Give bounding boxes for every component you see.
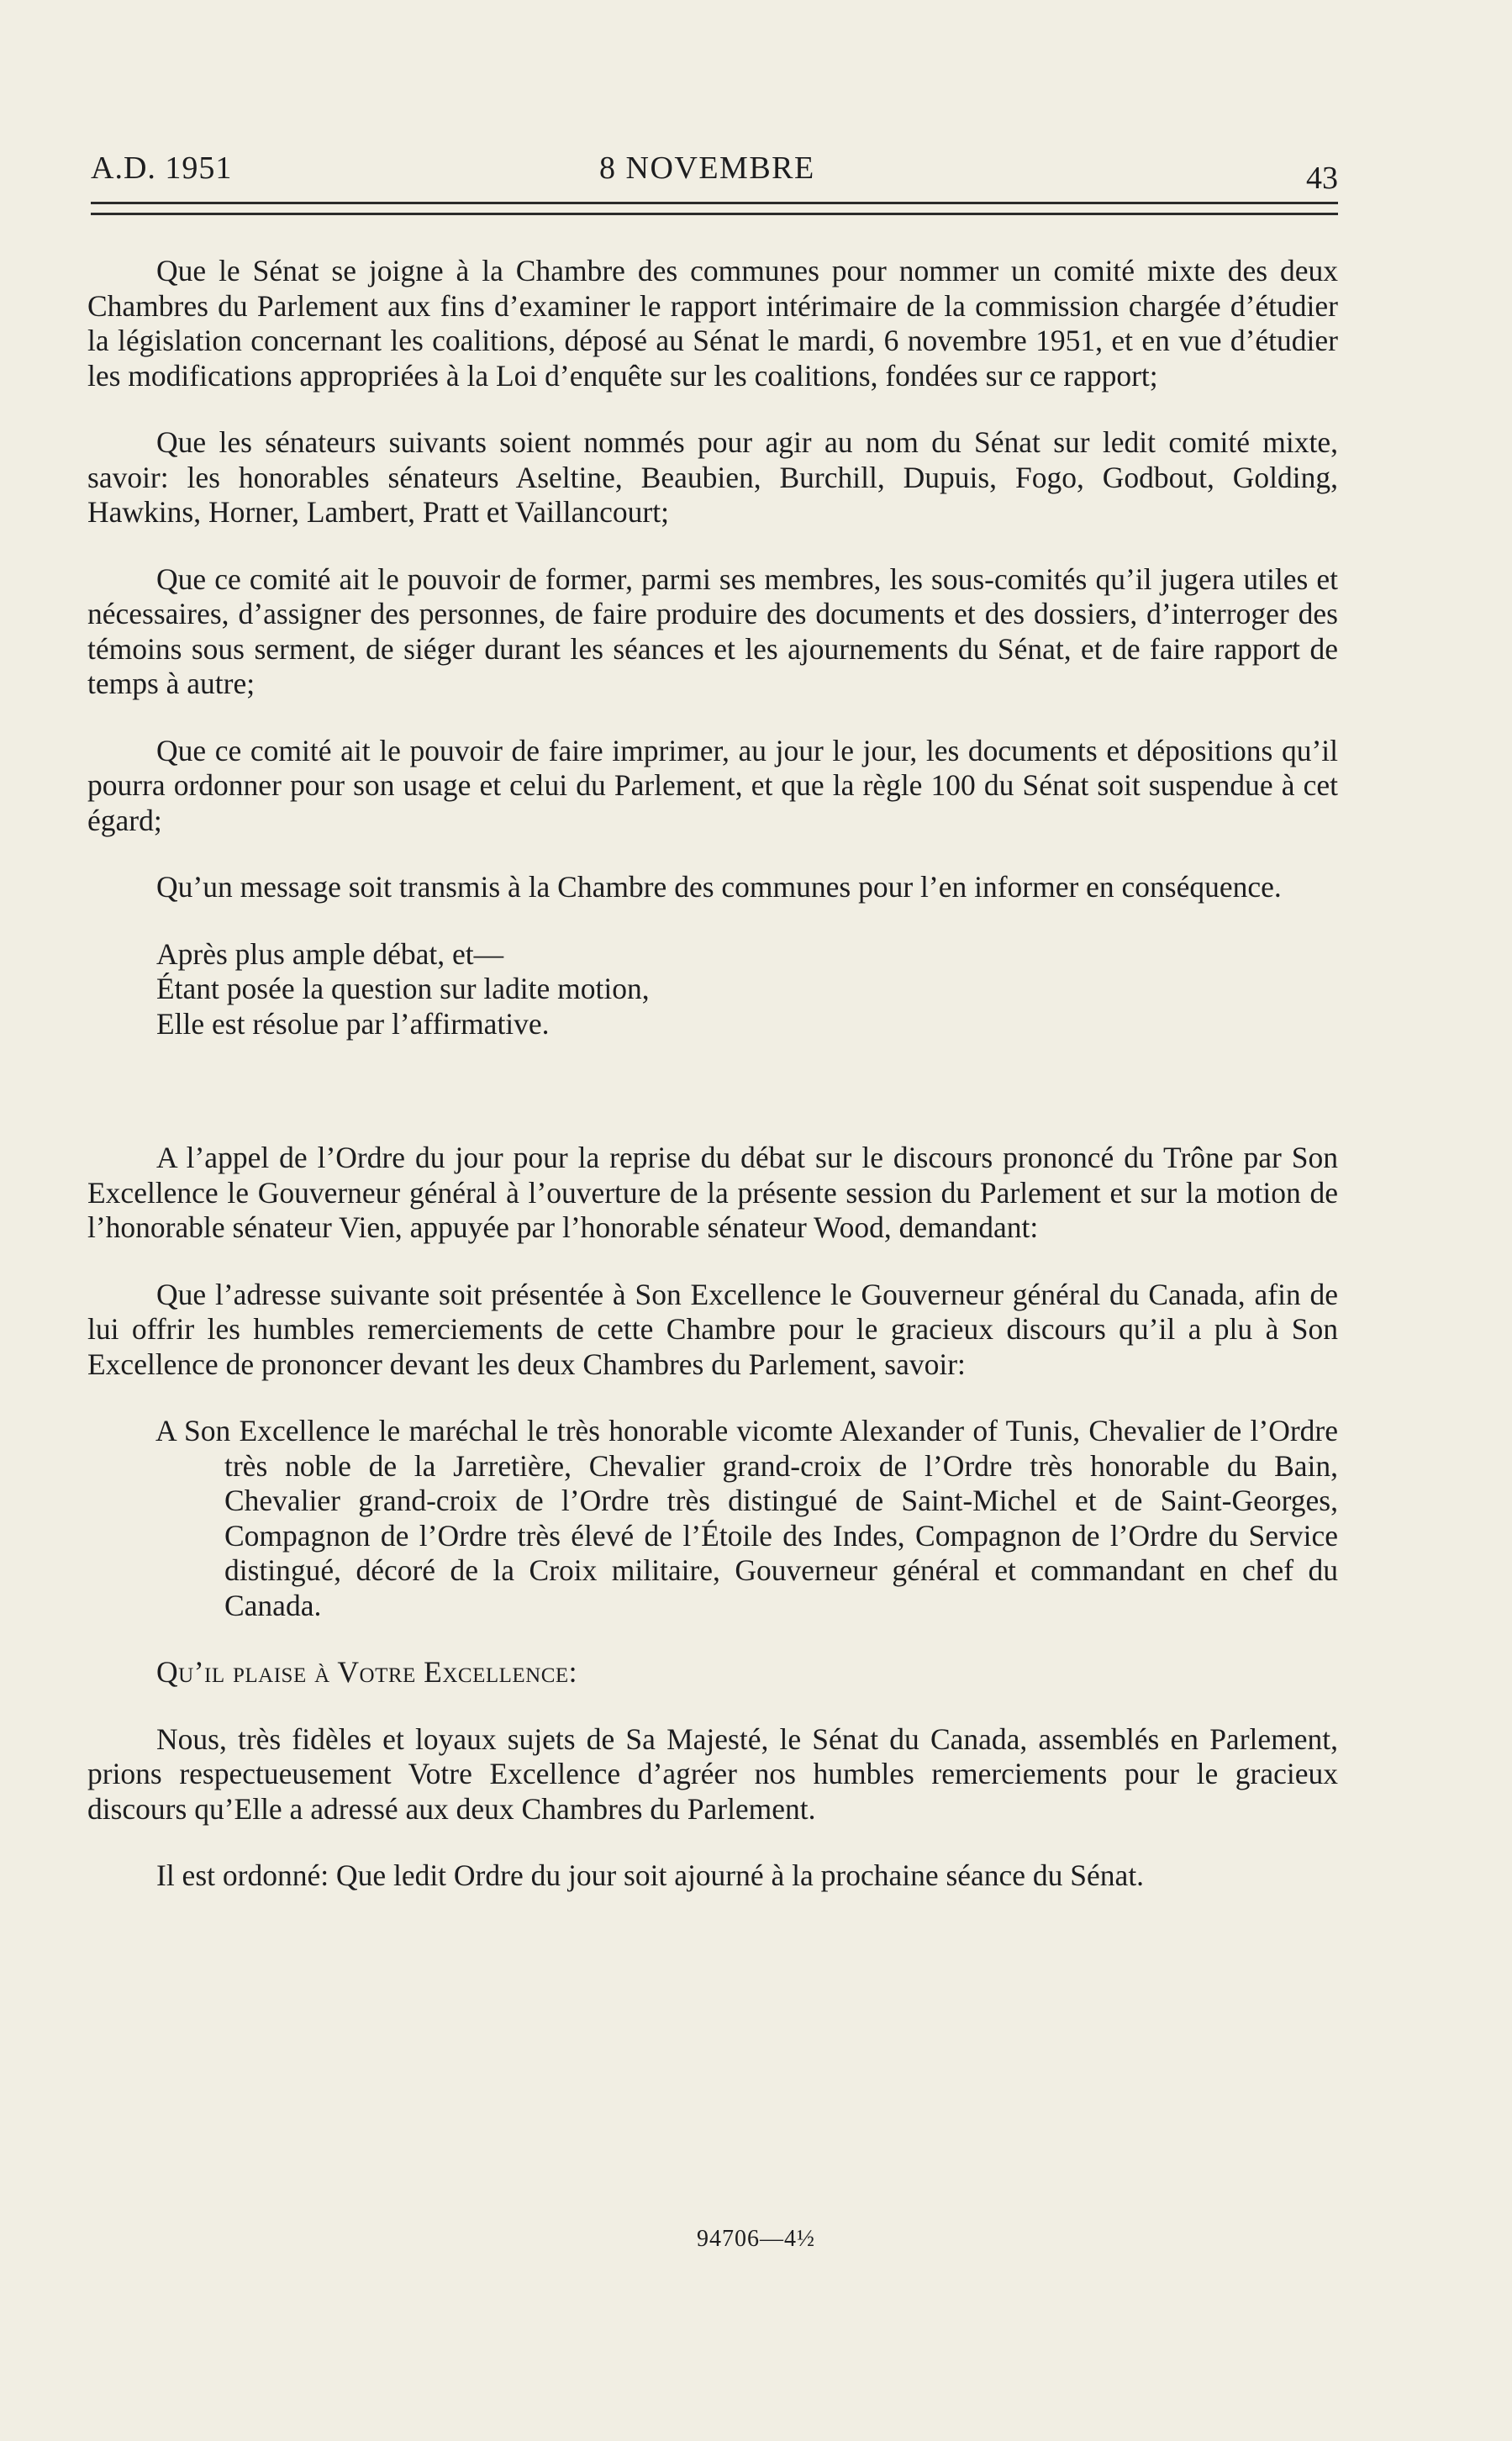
paragraph-order-of-day: A l’appel de l’Ordre du jour pour la reprise du débat sur le discours prononcé du Trône par Son Excellence le Gouverneur général à l’ouverture de la présente session du Parlement et sur la motion de l’honorable sénateur Vien, appuyée par l’honorable sénateur Wood, demandant:	[87, 1141, 1338, 1244]
print-code: 94706—4½	[697, 2226, 815, 2252]
page-number: 43	[1306, 161, 1338, 196]
header-rule-bottom	[91, 213, 1338, 215]
paragraph-joint-committee: Que le Sénat se joigne à la Chambre des communes pour nommer un comité mixte des deux Chambres du Parlement aux fins d’examiner le rapport intérimaire de la commission chargée d’étudier la législation concernant les coalitions, déposé au Sénat le mardi, 6 novembre 1951, et en vue d’étudier les modifications appropriées à la Loi d’enquête sur les coalitions, fondées sur ce rapport;	[87, 254, 1338, 393]
paragraph-adjourned: Il est ordonné: Que ledit Ordre du jour soit ajourné à la prochaine séance du Sénat.	[156, 1858, 1145, 1892]
resolution-line-debate: Après plus ample débat, et—	[156, 936, 504, 971]
page-header	[91, 141, 1338, 196]
paragraph-committee-powers: Que ce comité ait le pouvoir de former, parmi ses membres, les sous-comités qu’il jugera utiles et nécessaires, d’assigner des personnes, de faire produire des documents et des dossiers, d’interroger des témoins sous serment, de siéger durant les séances et les ajournements du Sénat, et de faire rapport de temps à autre;	[87, 561, 1338, 700]
resolution-line-question: Étant posée la question sur ladite motion,	[156, 972, 650, 1005]
salutation: Qu’il plaise à Votre Excellence:	[156, 1655, 578, 1689]
page-body	[87, 254, 1338, 1894]
header-year: A.D. 1951	[91, 150, 233, 186]
paragraph-address: Que l’adresse suivante soit présentée à Son Excellence le Gouverneur général du Canada, afin de lui offrir les humbles remerciements de cette Chambre pour le gracieux discours qu’il a plu à Son Excellence de prononcer devant les deux Chambres du Parlement, savoir:	[87, 1277, 1338, 1381]
resolution-line-affirmative: Elle est résolue par l’affirmative.	[156, 1006, 550, 1041]
paragraph-senators-list: Que les sénateurs suivants soient nommés pour agir au nom du Sénat sur ledit comité mixte, savoir: les honorables sénateurs Aseltine, Beaubien, Burchill, Dupuis, Fogo, Godbout, Golding, Hawkins, Horner, Lambert, Pratt et Vaillancourt;	[87, 425, 1338, 529]
paragraph-message: Qu’un message soit transmis à la Chambre des communes pour l’en informer en conséquence.	[156, 870, 1282, 904]
paragraph-thanks: Nous, très fidèles et loyaux sujets de Sa Majesté, le Sénat du Canada, assemblés en Parlement, prions respectueusement Votre Excellence d’agréer nos humbles remerciements pour le gracieux discours qu’Elle a adressé aux deux Chambres du Parlement.	[87, 1721, 1338, 1826]
paragraph-governor-titles: A Son Excellence le maréchal le très honorable vicomte Alexander of Tunis, Chevalier de l’Ordre très noble de la Jarretière, Chevalier grand-croix de l’Ordre très honorable du Bain, Chevalier grand-croix de l’Ordre très distingué de Saint-Michel et de Saint-Georges, Compagnon de l’Ordre très élevé de l’Étoile des Indes, Compagnon de l’Ordre du Service distingué, décoré de la Croix militaire, Gouverneur général et commandant en chef du Canada.	[155, 1414, 1338, 1622]
header-date: 8 NOVEMBRE	[599, 150, 815, 186]
resolution-lines	[87, 937, 1338, 1042]
paragraph-printing-powers: Que ce comité ait le pouvoir de faire imprimer, au jour le jour, les documents et dépositions qu’il pourra ordonner pour son usage et celui du Parlement, et que la règle 100 du Sénat soit suspendue à cet égard;	[87, 733, 1338, 837]
header-rule-top	[91, 202, 1338, 204]
